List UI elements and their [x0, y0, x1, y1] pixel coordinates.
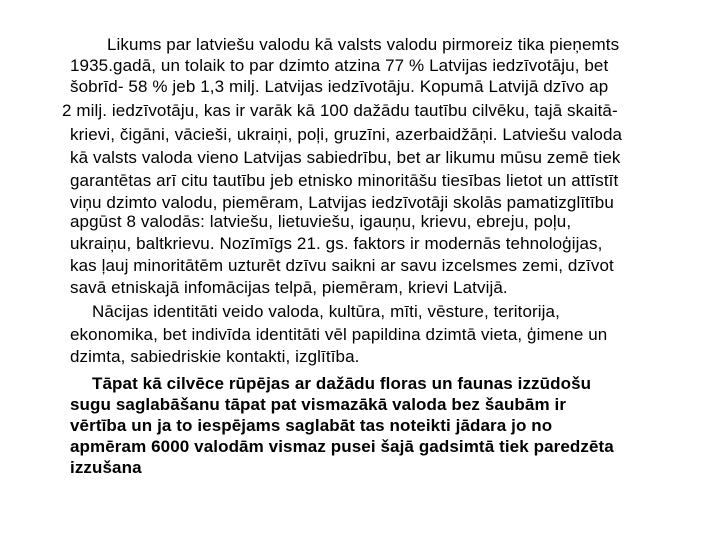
text-line: Nācijas identitāti veido valoda, kultūra, mīti, vēsture, teritorija, [92, 302, 560, 321]
text-line: šobrīd- 58 % jeb 1,3 milj. Latvijas iedzīvotāju. Kopumā Latvijā dzīvo ap [70, 77, 609, 96]
text-line: viņu dzimto valodu, piemēram, Latvijas iedzīvotāji skolās pamatizglītību [70, 193, 614, 212]
text-line: dzimta, sabiedriskie kontakti, izglītība. [70, 347, 360, 366]
text-line: garantētas arī citu tautību jeb etnisko minoritāšu tiesības lietot un attīstīt [70, 171, 619, 190]
text-line: vērtība un ja to iespējams saglabāt tas noteikti jādara jo no [70, 416, 553, 435]
text-line: Tāpat kā cilvēce rūpējas ar dažādu floras un faunas izzūdošu [92, 374, 592, 393]
text-line: ekonomika, bet indivīda identitāti vēl papildina dzimtā vieta, ģimene un [70, 325, 608, 344]
text-line: krievi, čigāni, vācieši, ukraiņi, poļi, gruzīni, azerbaidžāņi. Latviešu valoda [70, 125, 623, 144]
text-line: kas ļauj minoritātēm uzturēt dzīvu saikni ar savu izcelsmes zemi, dzīvot [70, 256, 614, 275]
text-line: ukraiņu, baltkrievu. Nozīmīgs 21. gs. faktors ir modernās tehnoloģijas, [70, 234, 603, 253]
text-line: 2 milj. iedzīvotāju, kas ir varāk kā 100 dažādu tautību cilvēku, tajā skaitā- [62, 101, 618, 120]
text-line: 1935.gadā, un tolaik to par dzimto atzina 77 % Latvijas iedzīvotāju, bet [70, 56, 609, 75]
text-line: izzušana [70, 458, 142, 477]
text-line: apmēram 6000 valodām vismaz pusei šajā gadsimtā tiek paredzēta [70, 437, 614, 456]
text-line: sugu saglabāšanu tāpat pat vismazākā valoda bez šaubām ir [70, 395, 567, 414]
text-line: kā valsts valoda vieno Latvijas sabiedrību, bet ar likumu mūsu zemē tiek [70, 148, 621, 167]
text-line: apgūst 8 valodās: latviešu, lietuviešu, igauņu, krievu, ebreju, poļu, [70, 212, 572, 231]
text-line: Likums par latviešu valodu kā valsts valodu pirmoreiz tika pieņemts [107, 35, 620, 54]
text-line: savā etniskajā infomācijas telpā, piemēram, krievi Latvijā. [70, 278, 508, 297]
